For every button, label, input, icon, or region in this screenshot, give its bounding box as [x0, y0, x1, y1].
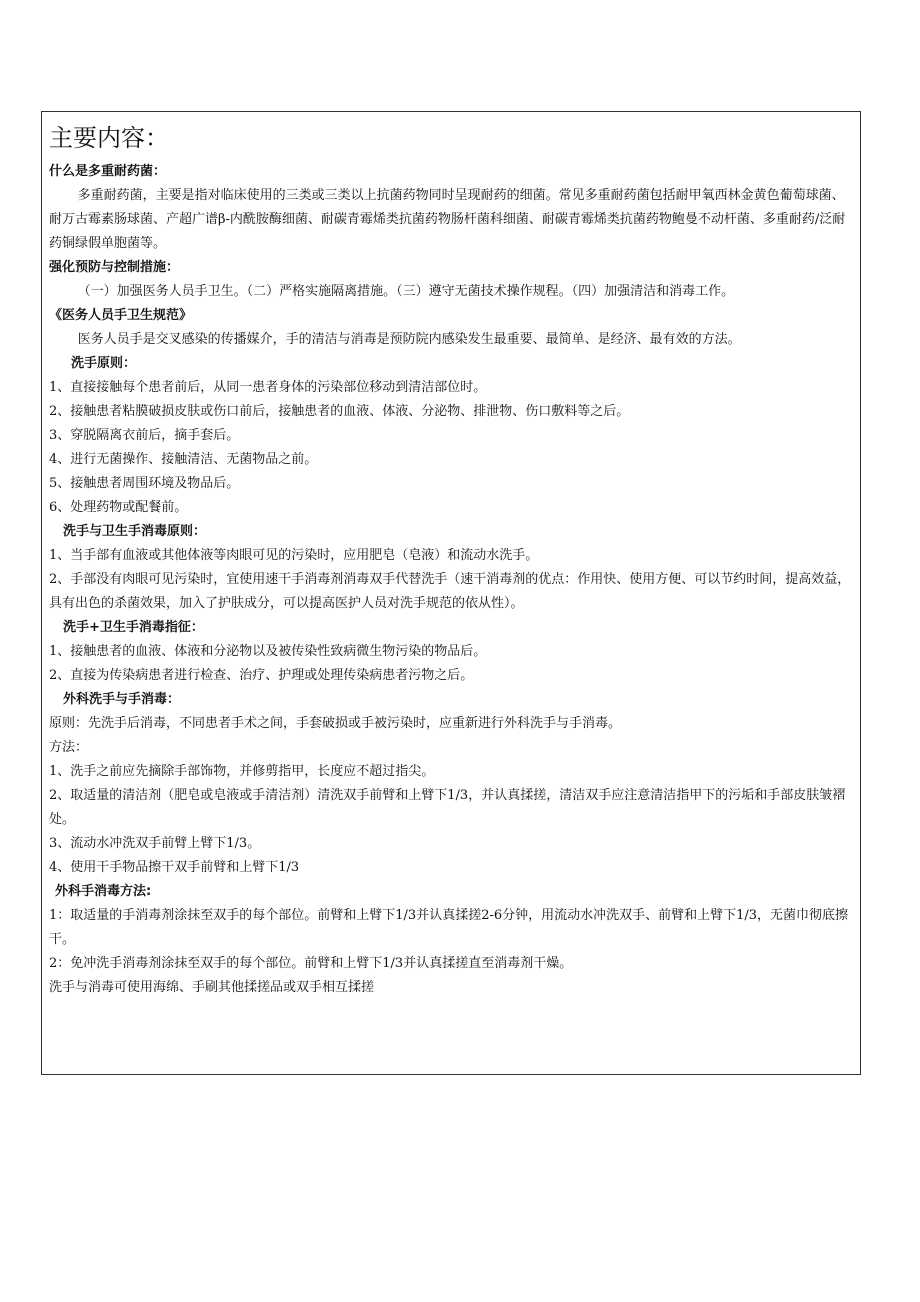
list-item: 4、进行无菌操作、接触清洁、无菌物品之前。: [49, 452, 318, 467]
hygiene-heading: 洗手与卫生手消毒原则：: [63, 524, 207, 539]
surgical-list: [49, 760, 853, 880]
indication-heading: 洗手+卫生手消毒指征：: [63, 620, 204, 635]
list-item: 1、接触患者的血液、体液和分泌物以及被传染性致病微生物污染的物品后。: [49, 644, 487, 659]
disinfect-heading: 外科手消毒方法:: [55, 884, 152, 899]
list-item: 2、直接为传染病患者进行检查、治疗、护理或处理传染病患者污物之后。: [49, 668, 474, 683]
prevent-text: （一）加强医务人员手卫生。（二）严格实施隔离措施。（三）遵守无菌技术操作规程。（四）加强清洁和消毒工作。: [77, 284, 735, 299]
norm-heading: 《医务人员手卫生规范》: [49, 308, 193, 323]
surgical-heading: 外科洗手与手消毒：: [63, 692, 181, 707]
list-item: 2、手部没有肉眼可见污染时，宜使用速干手消毒剂消毒双手代替洗手（速干消毒剂的优点：作用快、使用方便、可以节约时间，提高效益，具有出色的杀菌效果，加入了护肤成分，可以提高医护人员对洗手规范的依从性）。: [49, 572, 851, 611]
norm-text: 医务人员手是交叉感染的传播媒介，手的清洁与消毒是预防院内感染发生最重要、最简单、是经济、最有效的方法。: [77, 332, 741, 347]
mdr-heading: 什么是多重耐药菌：: [49, 164, 167, 179]
list-item: 2、接触患者粘膜破损皮肤或伤口前后，接触患者的血液、体液、分泌物、排泄物、伤口敷料等之后。: [49, 404, 630, 419]
list-item: 5、接触患者周围环境及物品后。: [49, 476, 240, 491]
indication-list: [49, 640, 853, 688]
content-box: [41, 111, 861, 1075]
list-item: 2：免冲洗手消毒剂涂抹至双手的每个部位。前臂和上臂下1/3并认真揉搓直至消毒剂干燥。: [49, 956, 573, 971]
list-item: 1、直接接触每个患者前后，从同一患者身体的污染部位移动到清洁部位时。: [49, 380, 487, 395]
list-item: 2、取适量的清洁剂（肥皂或皂液或手清洁剂）清洗双手前臂和上臂下1/3，并认真揉搓，清洁双手应注意清洁指甲下的污垢和手部皮肤皱褶处。: [49, 788, 846, 827]
closing-text: 洗手与消毒可使用海绵、手刷其他揉搓品或双手相互揉搓: [49, 980, 375, 995]
list-item: 4、使用干手物品擦干双手前臂和上臂下1/3: [49, 860, 300, 875]
wash-heading: 洗手原则：: [71, 356, 137, 371]
surgical-principle: 原则：先洗手后消毒，不同患者手术之间，手套破损或手被污染时，应重新进行外科洗手与手消毒。: [49, 716, 622, 731]
disinfect-list: [49, 904, 853, 976]
surgical-method-label: 方法：: [49, 740, 89, 755]
list-item: 3、流动水冲洗双手前臂上臂下1/3。: [49, 836, 261, 851]
list-item: 1、洗手之前应先摘除手部饰物，并修剪指甲，长度应不超过指尖。: [49, 764, 435, 779]
list-item: 1：取适量的手消毒剂涂抹至双手的每个部位。前臂和上臂下1/3并认真揉搓2-6分钟，用流动水冲洗双手、前臂和上臂下1/3，无菌巾彻底擦干。: [49, 908, 849, 947]
list-item: 6、处理药物或配餐前。: [49, 500, 188, 515]
list-item: 3、穿脱隔离衣前后，摘手套后。: [49, 428, 240, 443]
mdr-text: 多重耐药菌，主要是指对临床使用的三类或三类以上抗菌药物同时呈现耐药的细菌。常见多重耐药菌包括耐甲氧西林金黄色葡萄球菌、耐万古霉素肠球菌、产超广谱β-内酰胺酶细菌、耐碳青霉烯类抗菌药物肠杆菌科细菌、耐碳青霉烯类抗菌药物鲍曼不动杆菌、多重耐药/泛耐药铜绿假单胞菌等。: [49, 188, 846, 251]
prevent-heading: 强化预防与控制措施：: [49, 260, 180, 275]
list-item: 1、当手部有血液或其他体液等肉眼可见的污染时，应用肥皂（皂液）和流动水洗手。: [49, 548, 539, 563]
hygiene-list: [49, 544, 853, 616]
wash-list: [49, 376, 853, 520]
page-title: 主要内容：: [49, 124, 169, 152]
